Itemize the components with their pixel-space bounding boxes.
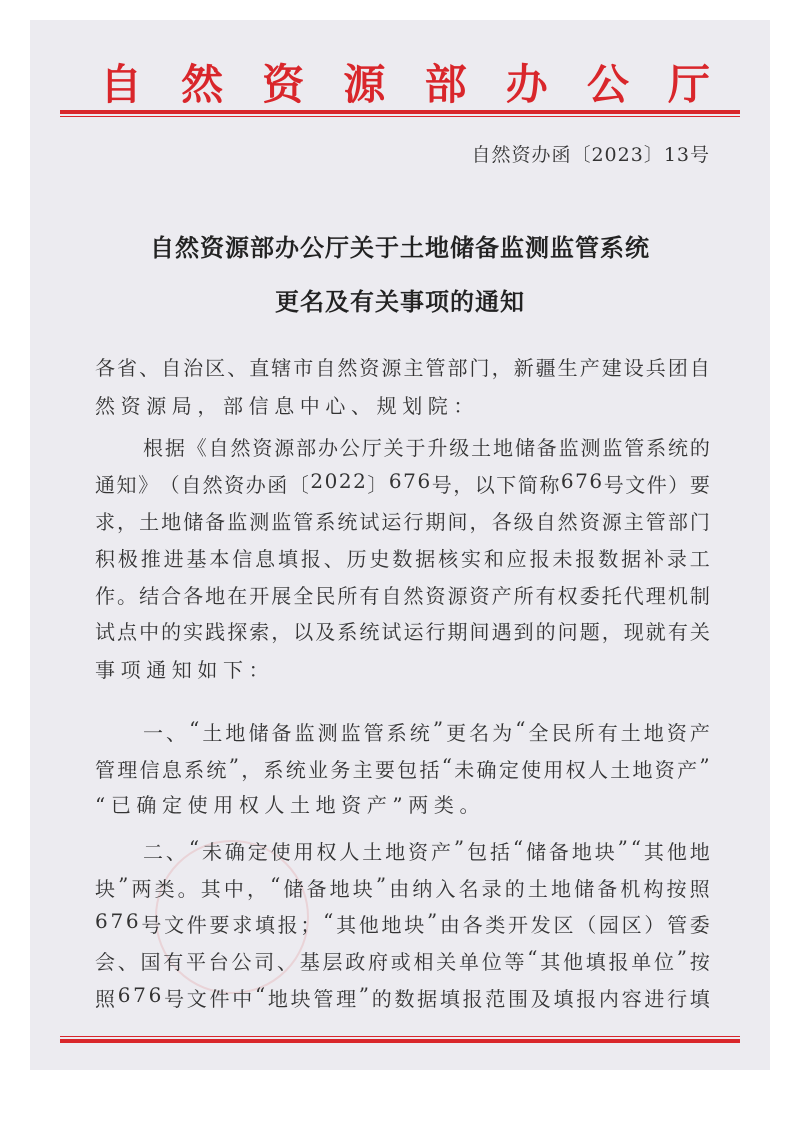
issuing-org-header (100, 52, 710, 112)
body-line (95, 506, 710, 535)
body-line (143, 836, 710, 865)
body-line (95, 873, 710, 902)
body-line-text: 通 知 》 （ 自 然 资 办 函 〔 2 0 2 2 〕 6 7 6 号 ， 以 下 简 称 6 7 6 号 文 件 ） 要 (95, 469, 710, 497)
header-char: 资 (262, 60, 305, 109)
body-line (143, 717, 710, 746)
header-red-rule-thin (60, 116, 740, 117)
body-line-text: 作 。 结 合 各 地 在 开 展 全 民 所 有 自 然 资 源 资 产 所 有 权 委 托 代 理 机 制 (95, 584, 710, 608)
body-line (95, 946, 710, 975)
body-line-text: 管 理 信 息 系 统 ” ， 系 统 业 务 主 要 包 括 “ 未 确 定 使 用 权 人 土 地 资 产 ” (95, 754, 710, 782)
document-title-line-2: 更名及有关事项的通知 (275, 287, 525, 316)
body-line (95, 983, 710, 1012)
header-char: 办 (505, 60, 548, 109)
body-line (95, 789, 710, 818)
header-char: 部 (424, 60, 467, 109)
body-line-text: 各 省 、 自 治 区 、 直 辖 市 自 然 资 源 主 管 部 门 ， 新 疆 生 产 建 设 兵 团 自 (95, 356, 710, 380)
body-line (95, 543, 710, 572)
document-number: 自然资办函〔2023〕13号 (471, 144, 710, 166)
body-line (143, 432, 710, 461)
body-line (95, 352, 710, 381)
header-char: 然 (181, 60, 224, 109)
body-line-text: 6 7 6 号 文 件 要 求 填 报 ； “ 其 他 地 块 ” 由 各 类 开 发 区 （ 园 区 ） 管 委 (95, 909, 710, 937)
body-line-text: 一 、 “ 土 地 储 备 监 测 监 管 系 统 ” 更 名 为 “ 全 民 所 有 土 地 资 产 (143, 717, 710, 745)
body-line-text: 事项通知如下： (95, 658, 275, 682)
body-line (95, 390, 710, 419)
document-title-line-1: 自然资源部办公厅关于土地储备监测监管系统 (150, 233, 650, 262)
header-red-rule (60, 110, 740, 114)
body-line-text: 块 ” 两 类 。 其 中 ， “ 储 备 地 块 ” 由 纳 入 名 录 的 土 地 储 备 机 构 按 照 (95, 873, 710, 901)
body-line-text: 积 极 推 进 基 本 信 息 填 报 、 历 史 数 据 核 实 和 应 报 未 报 数 据 补 录 工 (95, 547, 710, 571)
body-line (95, 580, 710, 609)
body-line-text: “已确定使用权人土地资产”两类。 (95, 793, 486, 817)
body-line-text: 根 据 《 自 然 资 源 部 办 公 厅 关 于 升 级 土 地 储 备 监 测 监 管 系 统 的 (143, 436, 710, 460)
body-line (95, 909, 710, 938)
body-line (95, 754, 710, 783)
header-char: 公 (586, 60, 629, 109)
body-line-text: 会 、 国 有 平 台 公 司 、 基 层 政 府 或 相 关 单 位 等 “ 其 他 填 报 单 位 ” 按 (95, 946, 710, 974)
body-line-text: 照 6 7 6 号 文 件 中 “ 地 块 管 理 ” 的 数 据 填 报 范 围 及 填 报 内 容 进 行 填 (95, 983, 710, 1011)
header-char: 厅 (667, 60, 710, 109)
body-line-text: 然资源局，部信息中心、规划院： (95, 394, 479, 418)
body-line-text: 二 、 “ 未 确 定 使 用 权 人 土 地 资 产 ” 包 括 “ 储 备 地 块 ” “ 其 他 地 (143, 836, 710, 864)
body-line (95, 654, 710, 683)
body-line (95, 616, 710, 645)
header-char: 源 (343, 60, 386, 109)
footer-red-rule (60, 1039, 740, 1043)
body-line-text: 求 ， 土 地 储 备 监 测 监 管 系 统 试 运 行 期 间 ， 各 级 自 然 资 源 主 管 部 门 (95, 510, 710, 534)
body-line (95, 469, 710, 498)
body-line-text: 试 点 中 的 实 践 探 索 ， 以 及 系 统 试 运 行 期 间 遇 到 的 问 题 ， 现 就 有 关 (95, 620, 710, 644)
header-char: 自 (100, 60, 143, 109)
footer-red-rule-thin (60, 1036, 740, 1037)
